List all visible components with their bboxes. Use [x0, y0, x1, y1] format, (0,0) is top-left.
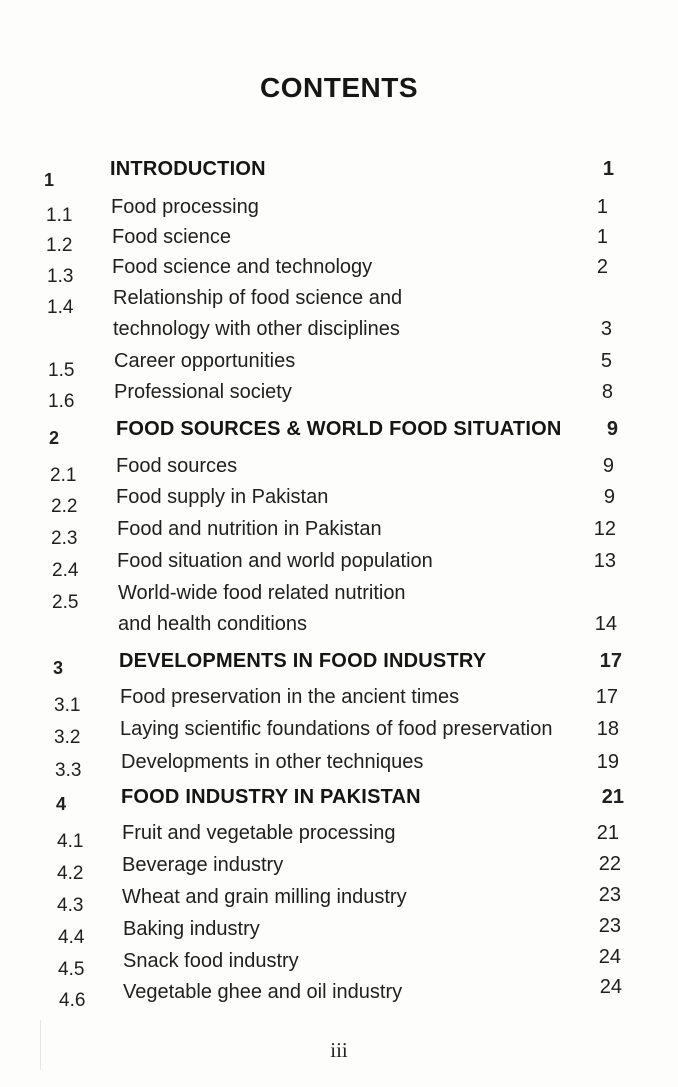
toc-section-number: 3.1 — [54, 695, 81, 716]
toc-section-title: Developments in other techniques — [121, 751, 424, 773]
toc-section-title: Food situation and world population — [117, 550, 433, 572]
toc-page-number: 14 — [594, 613, 617, 635]
toc-row — [0, 613, 678, 643]
toc-chapter-row — [0, 786, 678, 816]
toc-section-title: Food processing — [111, 196, 259, 218]
toc-chapter-row — [0, 650, 678, 680]
toc-section-title: World-wide food related nutrition — [118, 582, 406, 604]
toc-row — [0, 550, 678, 580]
toc-row — [0, 486, 678, 516]
toc-chapter-row — [0, 418, 678, 448]
toc-chapter-title: FOOD SOURCES & WORLD FOOD SITUATION — [116, 418, 562, 440]
toc-row — [0, 976, 678, 1011]
toc-row — [0, 196, 678, 226]
toc-page-number: 13 — [593, 550, 616, 572]
toc-page-number: 17 — [595, 686, 618, 708]
toc-page-number: 23 — [598, 915, 621, 937]
toc-row — [0, 718, 678, 748]
toc-chapter-title: FOOD INDUSTRY IN PAKISTAN — [121, 786, 421, 808]
toc-page-number: 19 — [596, 751, 619, 773]
toc-section-title: Wheat and grain milling industry — [122, 886, 407, 908]
toc-section-title: Career opportunities — [114, 350, 296, 372]
toc-page-number: 23 — [598, 884, 621, 906]
toc-section-title: Laying scientific foundations of food preservation — [120, 718, 553, 740]
toc-section-number: 1.3 — [47, 266, 74, 287]
toc-row — [0, 350, 678, 380]
toc-section-title: technology with other disciplines — [113, 318, 400, 340]
toc-section-number: 2.3 — [51, 528, 78, 549]
toc-page-number: 8 — [601, 381, 613, 403]
toc-section-title: Food supply in Pakistan — [116, 486, 329, 508]
toc-section-title: Relationship of food science and — [113, 287, 403, 309]
toc-chapter-row — [0, 158, 678, 188]
toc-section-title: Food science — [112, 226, 231, 248]
toc-page-number: 24 — [599, 976, 622, 998]
toc-row — [0, 318, 678, 348]
toc-section-title: Food sources — [116, 455, 238, 477]
toc-section-number: 4.5 — [58, 959, 85, 980]
toc-page-number: 1 — [602, 158, 614, 180]
toc-page-number: 21 — [596, 822, 619, 844]
toc-page-number: 1 — [596, 226, 608, 248]
toc-section-number: 4.4 — [58, 927, 85, 948]
toc-page-number: 5 — [600, 350, 612, 372]
toc-page-number: 9 — [606, 418, 618, 440]
toc-page-number: 21 — [601, 786, 624, 808]
toc-section-title: Vegetable ghee and oil industry — [123, 981, 403, 1003]
toc-section-number: 3 — [53, 658, 64, 678]
toc-chapter-title: INTRODUCTION — [110, 158, 266, 180]
toc-section-title: Baking industry — [123, 918, 260, 940]
toc-section-number: 4.6 — [59, 990, 86, 1011]
toc-section-number: 1 — [44, 170, 55, 190]
toc-section-title: Snack food industry — [123, 950, 299, 972]
toc-section-title: Professional society — [114, 381, 292, 403]
toc-row — [0, 287, 678, 317]
toc-page-number: 9 — [602, 455, 614, 477]
toc-section-number: 4.1 — [57, 831, 84, 852]
toc-section-title: Food and nutrition in Pakistan — [117, 518, 382, 540]
toc-section-number: 1.5 — [48, 360, 75, 381]
toc-section-title: Fruit and vegetable processing — [122, 822, 396, 844]
toc-page-number: 17 — [599, 650, 622, 672]
toc-row — [0, 751, 678, 781]
toc-row — [0, 915, 678, 948]
toc-row — [0, 226, 678, 256]
toc-section-number: 4.2 — [57, 863, 84, 884]
toc-row — [0, 854, 678, 884]
toc-row — [0, 381, 678, 411]
toc-row — [0, 822, 678, 852]
toc-page-number: 2 — [596, 256, 608, 278]
toc-row — [0, 886, 678, 916]
toc-section-number: 2.4 — [52, 560, 79, 581]
toc-section-number: 4.3 — [57, 895, 84, 916]
toc-section-number: 1.6 — [48, 391, 75, 412]
toc-section-number: 2.2 — [51, 496, 78, 517]
toc-section-title: Beverage industry — [122, 854, 284, 876]
toc-page-number: 12 — [593, 518, 616, 540]
toc-section-number: 1.2 — [46, 235, 73, 256]
toc-row — [0, 686, 678, 716]
toc-page-number: 24 — [598, 946, 621, 968]
toc-section-number: 2.5 — [52, 592, 79, 613]
toc-section-number: 3.3 — [55, 760, 82, 781]
toc-chapter-title: DEVELOPMENTS IN FOOD INDUSTRY — [119, 650, 487, 672]
page-title: CONTENTS — [260, 72, 418, 103]
toc-row — [0, 455, 678, 485]
toc-page-number: 1 — [596, 196, 608, 218]
toc-section-number: 2 — [49, 428, 60, 448]
toc-page-number: 22 — [598, 853, 621, 875]
toc-row — [0, 946, 678, 980]
toc-section-title: and health conditions — [118, 613, 308, 635]
toc-row — [0, 582, 678, 612]
toc-section-title: Food science and technology — [112, 256, 373, 278]
toc-section-number: 4 — [56, 794, 67, 814]
toc-page-number: 18 — [596, 718, 619, 740]
toc-section-title: Food preservation in the ancient times — [120, 686, 460, 708]
toc-page-number: 3 — [600, 318, 612, 340]
toc-section-number: 1.4 — [47, 297, 74, 318]
toc-row — [0, 256, 678, 286]
toc-section-number: 1.1 — [46, 205, 73, 226]
page-folio: iii — [330, 1038, 348, 1062]
toc-row — [0, 518, 678, 548]
toc-section-number: 2.1 — [50, 465, 77, 486]
toc-page-number: 9 — [603, 486, 615, 508]
toc-section-number: 3.2 — [54, 727, 81, 748]
